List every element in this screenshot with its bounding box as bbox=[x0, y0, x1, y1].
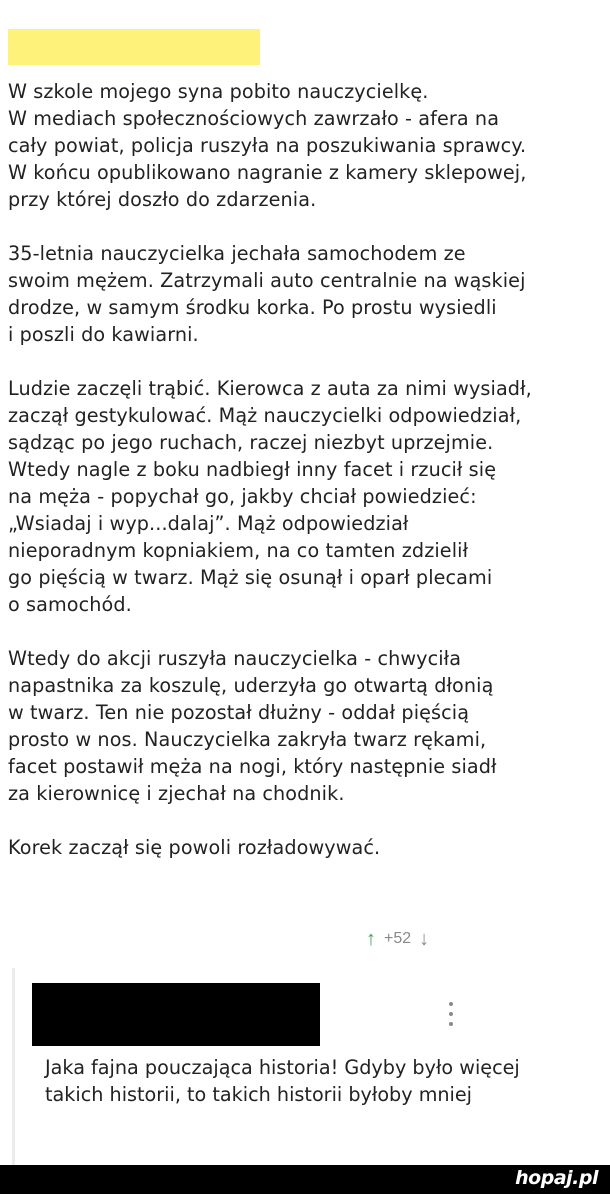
hopaj-logo: hopaj.pl bbox=[515, 1167, 598, 1189]
watermark-bar bbox=[0, 1165, 610, 1194]
post-paragraph-1: W szkole mojego syna pobito nauczycielkę. W mediach społecznościowych zawrzało - afera na cały powiat, policja ruszyła na poszukiwania sprawcy. W końcu opublikowano nagranie z kamery sklepowej, przy której doszło do zdarzenia. bbox=[8, 80, 527, 211]
reply-comment bbox=[12, 968, 599, 1166]
post-paragraph-3: Ludzie zaczęli trąbić. Kierowca z auta za nimi wysiadł, zaczął gestykulować. Mąż nauczycielki odpowiedział, sądząc po jego ruchach, raczej niezbyt uprzejmie. Wtedy nagle z boku nadbiegł inny facet i rzucił się na męża - popychał go, jakby chciał powiedzieć: „Wsiadaj i wyp...dalaj”. Mąż odpowiedział nieporadnym kopniakiem, na co tamten zdzielił go pięścią w twarz. Mąż się osunął i oparł plecami o samochód. bbox=[8, 377, 532, 616]
vote-bar bbox=[366, 926, 429, 952]
downvote-arrow-icon[interactable]: ↓ bbox=[419, 927, 430, 950]
post-paragraph-4: Wtedy do akcji ruszyła nauczycielka - chwyciła napastnika za koszulę, uderzyła go otwartą dłonią w twarz. Ten nie pozostał dłużny - oddał pięścią prosto w nos. Nauczycielka zakryła twarz rękami, facet postawił męża na nogi, który następnie siadł za kierownicę i zjechał na chodnik. bbox=[8, 647, 497, 805]
kebab-dot bbox=[449, 1012, 453, 1016]
vote-count: +52 bbox=[384, 930, 412, 947]
post-paragraph-5: Korek zaczął się powoli rozładowywać. bbox=[8, 836, 381, 859]
author-name-redaction bbox=[8, 29, 260, 65]
kebab-dot bbox=[449, 1002, 453, 1006]
post-body bbox=[8, 78, 604, 888]
reply-text: Jaka fajna pouczająca historia! Gdyby było więcej takich historii, to takich historii byłoby mniej bbox=[45, 1056, 520, 1106]
kebab-dot bbox=[449, 1022, 453, 1026]
kebab-menu-icon[interactable] bbox=[446, 1002, 456, 1026]
reply-author-redaction bbox=[32, 983, 320, 1046]
post-paragraph-2: 35-letnia nauczycielka jechała samochodem ze swoim mężem. Zatrzymali auto centralnie na wąskiej drodze, w samym środku korka. Po prostu wysiedli i poszli do kawiarni. bbox=[8, 242, 526, 346]
upvote-arrow-icon[interactable]: ↑ bbox=[366, 927, 376, 950]
